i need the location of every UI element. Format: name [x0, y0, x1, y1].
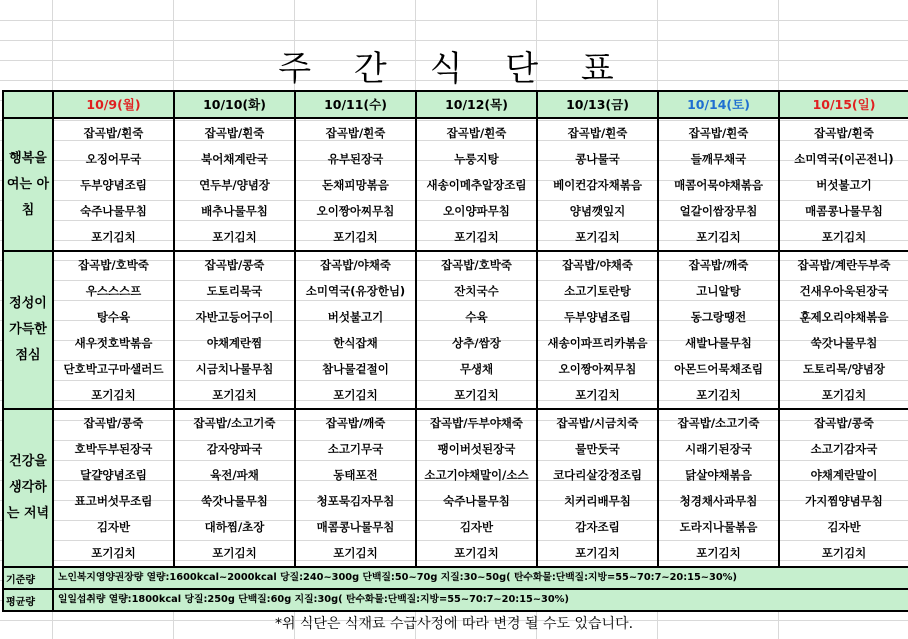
date-header [174, 91, 295, 118]
menu-item: 새우젓호박볶음 [74, 336, 153, 350]
menu-item: 잡곡밥/흰죽 [446, 126, 507, 140]
menu-item: 포기김치 [575, 230, 620, 244]
menu-item: 들깨무채국 [690, 152, 747, 166]
menu-item: 버섯불고기 [816, 178, 872, 192]
menu-item: 베이컨감자채볶음 [553, 178, 642, 192]
date-label: 10/14(토) [687, 97, 750, 112]
menu-item: 오징어무국 [85, 152, 142, 166]
date-header-row [3, 91, 908, 118]
menu-cell [779, 251, 908, 409]
menu-item: 잡곡밥/깨죽 [325, 416, 386, 430]
menu-item: 무생채 [459, 362, 494, 376]
menu-item: 매콤콩나물무침 [316, 520, 395, 534]
menu-item: 소고기토란탕 [564, 284, 631, 298]
menu-item: 포기김치 [821, 546, 867, 560]
footer-label: 평균량 [3, 589, 53, 611]
date-header [779, 91, 908, 118]
menu-item: 단호박고구마샐러드 [63, 362, 164, 376]
meal-row [3, 409, 908, 567]
menu-item: 잡곡밥/콩죽 [83, 416, 144, 430]
menu-item: 시래기된장국 [685, 442, 752, 456]
menu-item: 잡곡밥/야채죽 [320, 258, 391, 272]
menu-item: 잡곡밥/콩죽 [814, 416, 874, 430]
menu-item: 잡곡밥/호박죽 [78, 258, 149, 272]
menu-item: 포기김치 [91, 230, 136, 244]
menu-item: 시금치나물무침 [195, 362, 274, 376]
menu-item: 숙주나물무침 [80, 204, 147, 218]
menu-item: 소미역국(유장한님) [305, 284, 406, 298]
meal-label: 행복을 여는 아침 [3, 118, 53, 251]
menu-item: 콩나물국 [575, 152, 620, 166]
menu-item: 닭살야채볶음 [685, 468, 752, 482]
menu-cell [658, 118, 779, 251]
menu-item: 소미역국(이곤전니) [794, 152, 894, 166]
date-header [53, 91, 174, 118]
menu-item: 새송이파프리카볶음 [547, 336, 648, 350]
menu-item: 달걀양념조림 [80, 468, 147, 482]
menu-item: 수육 [465, 310, 488, 324]
menu-item: 잡곡밥/콩죽 [204, 258, 265, 272]
menu-cell [53, 251, 174, 409]
menu-item: 북어채계란국 [201, 152, 268, 166]
menu-item: 포기김치 [91, 388, 136, 402]
menu-item: 새발나물무침 [685, 336, 752, 350]
menu-item: 도토리묵국 [206, 284, 263, 298]
menu-item: 탕수육 [96, 310, 131, 324]
date-label: 10/9(월) [86, 97, 141, 112]
menu-item: 잡곡밥/흰죽 [567, 126, 628, 140]
menu-cell [174, 409, 295, 567]
menu-item: 포기김치 [696, 546, 741, 560]
meal-row [3, 118, 908, 251]
menu-item: 잡곡밥/소고기죽 [677, 416, 760, 430]
menu-item: 동태포전 [333, 468, 378, 482]
menu-item: 포기김치 [212, 546, 257, 560]
menu-item: 청경채사과무침 [679, 494, 758, 508]
menu-item: 잡곡밥/흰죽 [688, 126, 749, 140]
menu-item: 연두부/양념장 [199, 178, 270, 192]
menu-item: 표고버섯무조림 [74, 494, 153, 508]
menu-item: 동그랑땡전 [690, 310, 747, 324]
menu-item: 김자반 [459, 520, 494, 534]
menu-item: 건새우아욱된장국 [799, 284, 889, 298]
menu-cell [295, 251, 416, 409]
menu-item: 잔치국수 [454, 284, 499, 298]
menu-item: 포기김치 [212, 230, 257, 244]
menu-cell [295, 409, 416, 567]
header-corner [3, 91, 53, 118]
menu-cell [416, 251, 537, 409]
meal-label: 정성이 가득한 점심 [3, 251, 53, 409]
menu-cell [53, 118, 174, 251]
menu-item: 가지찜양념무침 [805, 494, 883, 508]
menu-item: 포기김치 [821, 388, 867, 402]
menu-item: 김자반 [827, 520, 861, 534]
date-label: 10/11(수) [324, 97, 387, 112]
menu-item: 포기김치 [333, 388, 378, 402]
date-label: 10/15(일) [812, 97, 876, 112]
menu-cell [53, 409, 174, 567]
menu-cell [174, 118, 295, 251]
menu-item: 김자반 [96, 520, 131, 534]
menu-item: 두부양념조림 [564, 310, 631, 324]
menu-item: 호박두부된장국 [74, 442, 153, 456]
menu-cell [416, 409, 537, 567]
menu-item: 포기김치 [212, 388, 257, 402]
menu-item: 포기김치 [454, 546, 499, 560]
menu-cell [537, 409, 658, 567]
menu-item: 물만둣국 [575, 442, 620, 456]
menu-item: 아몬드어묵채조림 [674, 362, 763, 376]
menu-item: 포기김치 [454, 388, 499, 402]
menu-item: 한식잡채 [333, 336, 378, 350]
menu-cell [779, 118, 908, 251]
grid-line [0, 20, 908, 21]
menu-item: 포기김치 [333, 546, 378, 560]
menu-item: 누룽지탕 [454, 152, 499, 166]
menu-item: 포기김치 [454, 230, 499, 244]
menu-item: 소고기야채말이/소스 [424, 468, 529, 482]
menu-item: 고니알탕 [696, 284, 741, 298]
menu-item: 소고기무국 [327, 442, 384, 456]
menu-item: 돈채피망볶음 [322, 178, 389, 192]
menu-item: 우스스스프 [85, 284, 142, 298]
menu-item: 도라지나물볶음 [679, 520, 758, 534]
menu-item: 쑥갓나물무침 [201, 494, 268, 508]
date-header [295, 91, 416, 118]
weekly-menu-table [2, 90, 908, 612]
menu-item: 코다리살강정조림 [553, 468, 642, 482]
menu-item: 포기김치 [333, 230, 378, 244]
meal-row [3, 251, 908, 409]
menu-item: 잡곡밥/흰죽 [83, 126, 144, 140]
menu-item: 배추나물무침 [201, 204, 268, 218]
menu-item: 숙주나물무침 [443, 494, 510, 508]
menu-item: 오이양파무침 [443, 204, 510, 218]
average-row [3, 589, 908, 611]
menu-item: 양념깻잎지 [569, 204, 626, 218]
date-label: 10/12(목) [445, 97, 508, 112]
meal-label: 건강을 생각하는 저녁 [3, 409, 53, 567]
menu-item: 포기김치 [91, 546, 136, 560]
menu-item: 유부된장국 [327, 152, 384, 166]
menu-cell [658, 409, 779, 567]
page-title: 주 간 식 단 표 [278, 49, 630, 89]
menu-item: 훈제오리야채볶음 [799, 310, 889, 324]
menu-item: 쑥갓나물무침 [810, 336, 878, 350]
menu-cell [295, 118, 416, 251]
grid-line [0, 40, 908, 41]
menu-item: 포기김치 [575, 388, 620, 402]
menu-item: 육전/파채 [210, 468, 259, 482]
menu-item: 포기김치 [696, 388, 741, 402]
menu-item: 치커리배무침 [564, 494, 631, 508]
menu-item: 잡곡밥/계란두부죽 [797, 258, 891, 272]
menu-item: 도토리묵/양념장 [803, 362, 885, 376]
menu-item: 오이짱아찌무침 [558, 362, 637, 376]
menu-item: 자반고등어구이 [195, 310, 274, 324]
menu-item: 포기김치 [696, 230, 741, 244]
menu-item: 포기김치 [575, 546, 620, 560]
menu-item: 참나물겉절이 [322, 362, 389, 376]
notice-text: *위 식단은 식재료 수급사정에 따라 변경 될 수도 있습니다. [274, 616, 634, 632]
menu-item: 잡곡밥/흰죽 [814, 126, 874, 140]
menu-item: 상추/쌈장 [452, 336, 501, 350]
nutrition-text: 노인복지영양권장량 열량:1600kcal~2000kcal 당질:240~300g 단백질:50~70g 지질:30~50g( 탄수화물:단백질:지방=55~70:7~20:15~30%) [53, 567, 908, 589]
menu-item: 팽이버섯된장국 [437, 442, 516, 456]
menu-item: 야채계란찜 [206, 336, 263, 350]
menu-item: 청포묵김자무침 [316, 494, 395, 508]
menu-item: 매콤콩나물무침 [805, 204, 883, 218]
date-label: 10/13(금) [566, 97, 629, 112]
menu-item: 잡곡밥/시금치죽 [556, 416, 639, 430]
menu-item: 감자양파국 [206, 442, 263, 456]
menu-item: 야채계란말이 [810, 468, 878, 482]
menu-cell [416, 118, 537, 251]
footer-label: 기준량 [3, 567, 53, 589]
menu-item: 잡곡밥/흰죽 [325, 126, 386, 140]
menu-item: 잡곡밥/야채죽 [562, 258, 633, 272]
menu-item: 잡곡밥/깨죽 [688, 258, 749, 272]
menu-item: 오이짱아찌무침 [316, 204, 395, 218]
menu-item: 얼갈이쌈장무침 [679, 204, 758, 218]
date-header [416, 91, 537, 118]
nutrition-text: 일일섭취량 열량:1800kcal 당질:250g 단백질:60g 지질:30g( 탄수화물:단백질:지방=55~70:7~20:15~30%) [53, 589, 908, 611]
date-label: 10/10(화) [203, 97, 266, 112]
menu-item: 포기김치 [821, 230, 867, 244]
menu-item: 매콤어묵야채볶음 [674, 178, 763, 192]
menu-cell [537, 118, 658, 251]
menu-item: 소고기감자국 [810, 442, 878, 456]
menu-cell [174, 251, 295, 409]
menu-item: 잡곡밥/소고기죽 [193, 416, 276, 430]
menu-item: 버섯불고기 [327, 310, 384, 324]
date-header [658, 91, 779, 118]
menu-item: 두부양념조림 [80, 178, 147, 192]
menu-item: 잡곡밥/호박죽 [441, 258, 512, 272]
menu-cell [658, 251, 779, 409]
date-header [537, 91, 658, 118]
menu-cell [537, 251, 658, 409]
menu-item: 새송이메추알장조림 [426, 178, 527, 192]
menu-cell [779, 409, 908, 567]
standard-row [3, 567, 908, 589]
menu-item: 잡곡밥/두부야채죽 [429, 416, 524, 430]
menu-item: 잡곡밥/흰죽 [204, 126, 265, 140]
menu-item: 감자조림 [575, 520, 620, 534]
menu-item: 대하찜/초장 [204, 520, 265, 534]
